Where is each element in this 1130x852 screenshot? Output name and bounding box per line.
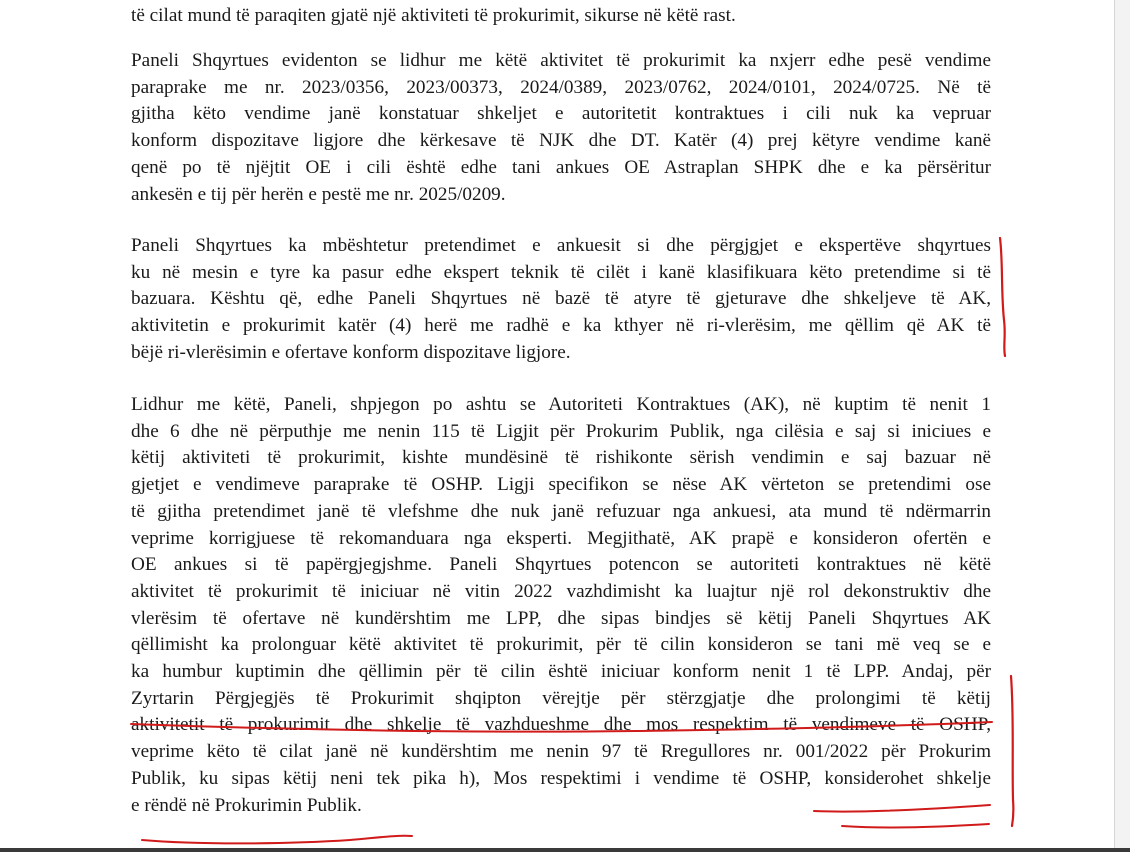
- paragraph-0: [131, 3, 991, 30]
- text-line: e rëndë në Prokurimin Publik.: [131, 794, 362, 816]
- text-line: aktivitetin e prokurimit katër (4) herë me radhë e ka kthyer në ri-vlerësim, me qëllim që AK të: [131, 315, 991, 337]
- text-line: veprime korrigjuese të rekomanduara nga eksperti. Megjithatë, AK prapë e konsideron ofertën e: [131, 527, 991, 549]
- margin-bracket-bottom: [1011, 676, 1013, 826]
- paragraph-3: [131, 392, 991, 819]
- scrollbar-track[interactable]: [1114, 0, 1130, 852]
- text-line: të cilat mund të paraqiten gjatë një aktiviteti të prokurimit, sikurse në këtë rast.: [131, 5, 736, 26]
- text-line: Zyrtarin Përgjegjës të Prokurimit shqipton vërejtje për stërzgjatje dhe prolongimi të këtij: [131, 687, 991, 709]
- paragraph-2: [131, 233, 991, 367]
- text-line: Paneli Shqyrtues evidenton se lidhur me këtë aktivitet të prokurimit ka nxjerr edhe pesë vendime: [131, 50, 991, 71]
- window-bottom-border: [0, 848, 1130, 852]
- margin-bracket-top: [1000, 238, 1005, 356]
- paragraph-1: [131, 48, 991, 208]
- text-line: konform dispozitave ligjore dhe kërkesave të NJK dhe DT. Katër (4) prej këtyre vendime kanë: [131, 130, 991, 152]
- text-line: ku në mesin e tyre ka pasur edhe ekspert teknik të cilët i kanë klasifikuara këto pretendime si të: [131, 261, 991, 283]
- text-line: Paneli Shqyrtues ka mbështetur pretendimet e ankuesit si dhe përgjgjet e ekspertëve shqyrtues: [131, 235, 991, 256]
- text-line: qenë po të njëjtit OE i cili është edhe tani ankues OE Astraplan SHPK dhe e ka përsëritur: [131, 156, 991, 178]
- text-line: OE ankues si të papërgjegjshme. Paneli Shqyrtues potencon se autoriteti kontraktues në këtë: [131, 554, 991, 576]
- text-line: bëjë ri-vlerësimin e ofertave konform dispozitave ligjore.: [131, 341, 571, 363]
- text-line: ankesën e tij për herën e pestë me nr. 2025/0209.: [131, 183, 506, 205]
- text-line: bazuara. Kështu që, edhe Paneli Shqyrtues në bazë të atyre të gjeturave dhe shkeljeve të AK,: [131, 288, 991, 310]
- text-line: Lidhur me këtë, Paneli, shpjegon po ashtu se Autoriteti Kontraktues (AK), në kuptim të nenit 1: [131, 394, 991, 415]
- text-line: veprime këto të cilat janë në kundërshtim me nenin 97 të Rregullores nr. 001/2022 për Prokurim: [131, 741, 991, 763]
- text-line: të gjitha pretendimet janë të vlefshme dhe nuk janë refuzuar nga ankuesi, ata mund të ndërmarrin: [131, 500, 991, 522]
- text-line: aktivitetit të prokurimit dhe shkelje të vazhdueshme dhe mos respektim të vendimeve të OSHP,: [131, 714, 991, 736]
- text-line: gjetjet e vendimeve paraprake të OSHP. Ligji specifikon se nëse AK vërteton se pretendimi ose: [131, 474, 991, 496]
- text-line: dhe 6 dhe në përputhje me nenin 115 të Ligjit për Prokurim Publik, nga cilësia e saj si iniciues e: [131, 420, 991, 442]
- text-line: qëllimisht ka prolonguar këtë aktivitet të prokurimit, për të cilin konsideron se tani më veq se e: [131, 634, 991, 656]
- text-line: ka humbur kuptimin dhe qëllimin për të cilin është iniciuar konform nenit 1 të LPP. Andaj, për: [131, 661, 991, 683]
- underline-last-line: [142, 836, 412, 844]
- text-line: vlerësim të ofertave në kundërshtim me LPP, dhe sipas bindjes së këtij Paneli Shqyrtues AK: [131, 607, 991, 629]
- underline-konsiderohet-2: [842, 824, 989, 827]
- text-line: paraprake me nr. 2023/0356, 2023/00373, 2024/0389, 2023/0762, 2024/0101, 2024/0725. Në të: [131, 76, 991, 98]
- text-line: këtij aktiviteti të prokurimit, kishte mundësinë të rishikonte sërish vendimin e saj bazuar në: [131, 447, 991, 469]
- text-line: aktivitet të prokurimit të iniciuar në vitin 2022 vazhdimisht ka luajtur një rol dekonstruktiv dhe: [131, 580, 991, 602]
- text-line: Publik, ku sipas këtij neni tek pika h), Mos respektimi i vendime të OSHP, konsiderohet shkelje: [131, 767, 991, 789]
- text-line: gjitha këto vendime janë konstatuar shkeljet e autoritetit kontraktues i cili nuk ka vepruar: [131, 103, 991, 125]
